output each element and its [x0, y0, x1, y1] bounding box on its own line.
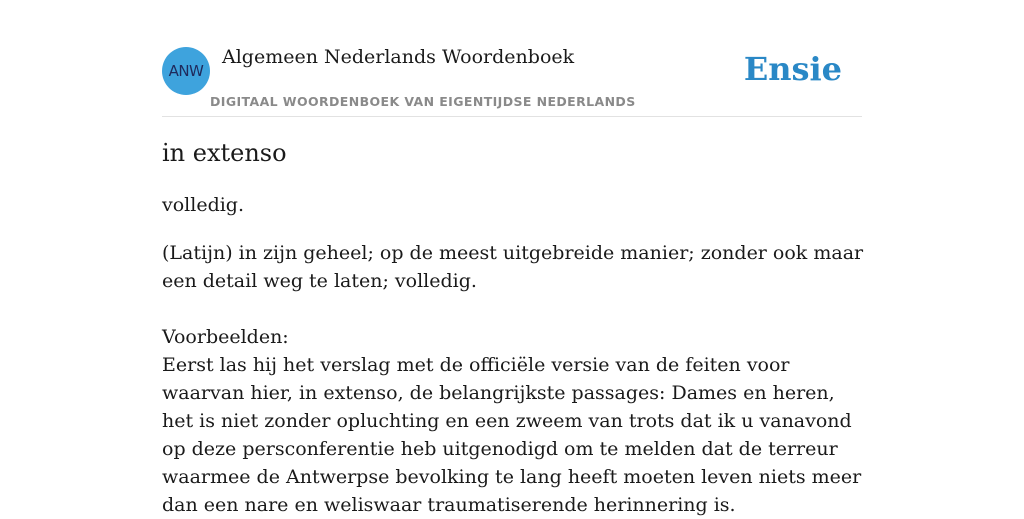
examples-label: Voorbeelden:	[162, 326, 289, 348]
ensie-logo[interactable]: Ensie	[743, 50, 842, 88]
summary: volledig.	[162, 194, 245, 216]
anw-logo[interactable]: ANW	[162, 47, 210, 95]
source-title[interactable]: Algemeen Nederlands Woordenboek	[222, 46, 575, 68]
definition-text: (Latijn) in zijn geheel; op de meest uitgebreide manier; zonder ook maar een detail weg te laten; volledig.	[162, 242, 864, 292]
example-text: Eerst las hij het verslag met de officiële versie van de feiten voor waarvan hier, in extenso, de belangrijkste passages: Dames en heren, het is niet zonder opluchting en een zweem van trots dat ik u vanavond op deze persconferentie heb uitgenodigd om te melden dat de terreur waarmee de Antwerpse bevolking te lang heeft moeten leven niets meer dan een nare en weliswaar traumatiserende herinnering is.	[162, 354, 862, 516]
definition-block	[162, 239, 867, 519]
headword: in extenso	[162, 139, 287, 167]
site-header	[162, 40, 862, 117]
source-subtitle: DIGITAAL WOORDENBOEK VAN EIGENTIJDSE NEDERLANDS	[210, 94, 636, 109]
